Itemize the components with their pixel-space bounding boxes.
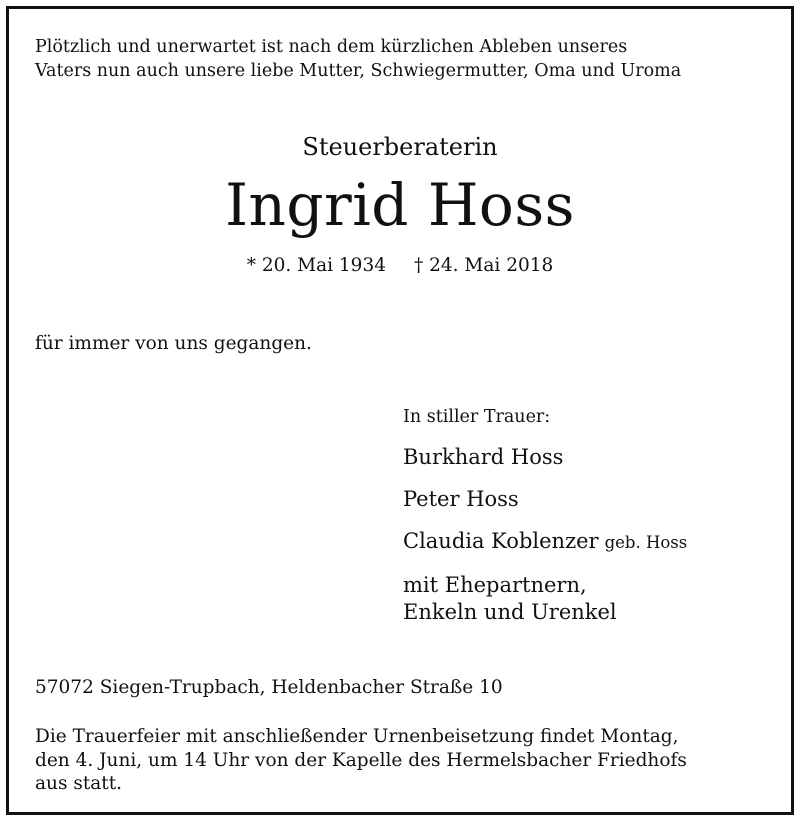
maiden-name-note: geb. Hoss [604,533,688,552]
funeral-line-3: aus statt. [35,773,123,794]
mourner-name: Burkhard Hoss [403,445,564,469]
deceased-name: Ingrid Hoss [225,171,575,239]
funeral-line-2: den 4. Juni, um 14 Uhr von der Kapelle des Hermelsbacher Friedhofs [35,749,687,771]
birth-date: * 20. Mai 1934 [246,255,386,276]
intro-text [35,35,681,83]
address: 57072 Siegen-Trupbach, Heldenbacher Straße 10 [35,677,503,698]
funeral-info [35,725,687,796]
others-line-2: Enkeln und Urenkel [403,600,617,624]
life-dates [9,255,791,276]
mourner-name: Claudia Koblenzer [403,529,599,553]
intro-line-1: Plötzlich und unerwartet ist nach dem kürzlichen Ableben unseres [35,37,628,57]
death-date: † 24. Mai 2018 [414,255,554,276]
mourners-others [403,572,617,626]
intro-line-2: Vaters nun auch unsere liebe Mutter, Schwiegermutter, Oma und Uroma [35,61,682,81]
funeral-line-1: Die Trauerfeier mit anschließender Urnenbeisetzung findet Montag, [35,726,679,747]
mourner-entry [403,529,687,553]
passed-text: für immer von uns gegangen. [35,333,312,354]
mourner-name: Peter Hoss [403,487,519,511]
mourning-heading: In stiller Trauer: [403,407,551,427]
deceased-title: Steuerberaterin [302,133,498,161]
others-line-1: mit Ehepartnern, [403,573,587,597]
obituary-border [6,6,794,815]
